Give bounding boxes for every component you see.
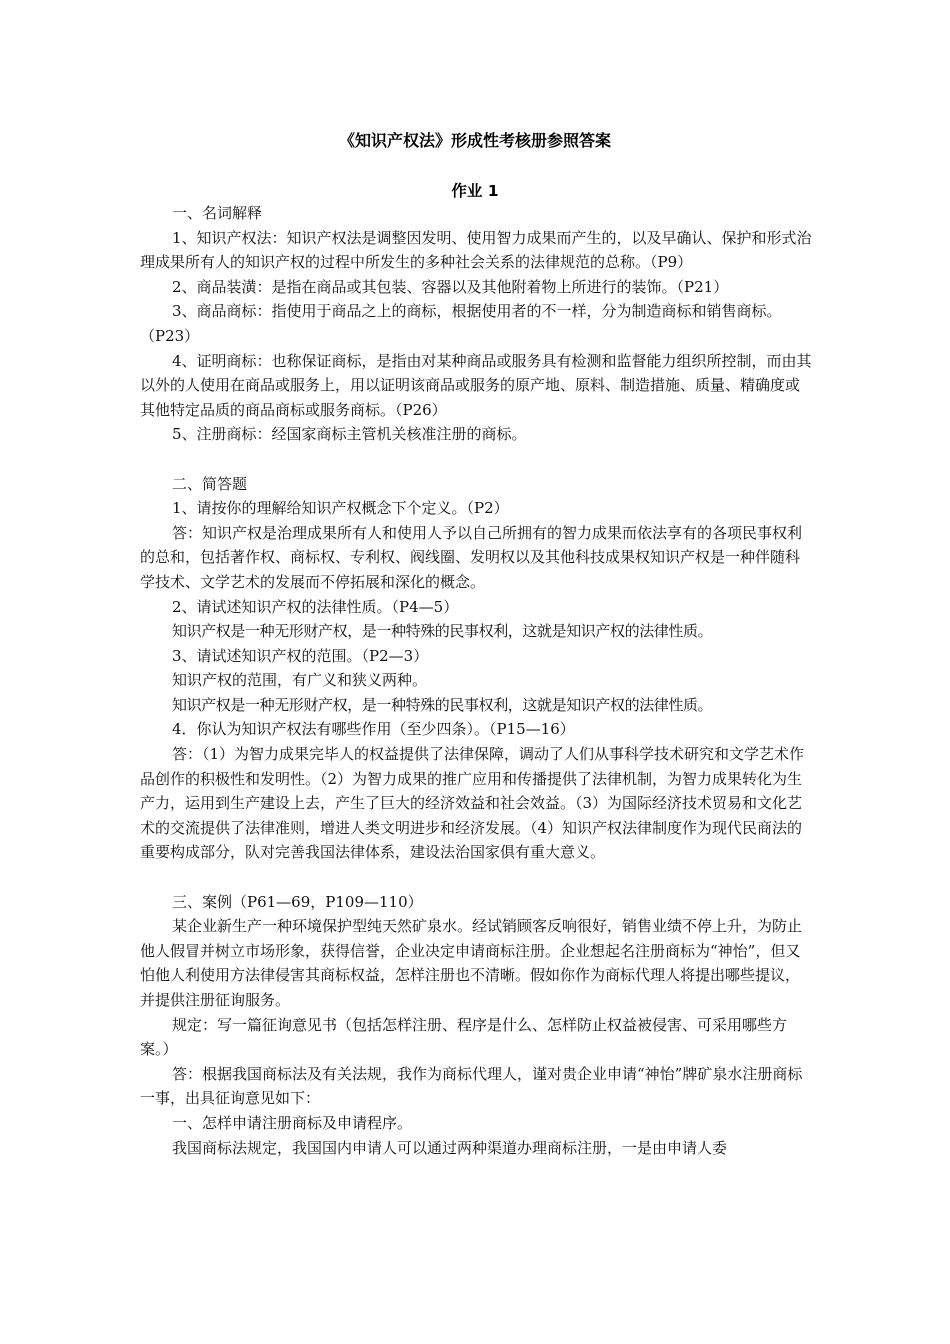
case-description: 某企业新生产一种环境保护型纯天然矿泉水。经试销顾客反响很好，销售业绩不停上升，为防止他人假冒并树立市场形象，获得信誉，企业决定申请商标注册。企业想起名注册商标为“神怡”，但又怕他人利使用方法律侵害其商标权益，怎样注册也不清晰。假如你作为商标代理人将提出哪些提议，并提供注册征询服务。 — [140, 917, 803, 1009]
section-heading: 二、简答题 — [172, 474, 248, 493]
term-definition: 4、证明商标：也称保证商标，是指由对某种商品或服务具有检测和监督能力组织所控制，而由其以外的人使用在商品或服务上，用以证明该商品或服务的原产地、原料、制造措施、质量、精确度或其他特定品质的商品商标或服务商标。（P26） — [140, 351, 812, 419]
blank-line — [140, 865, 812, 890]
answer: 答：知识产权是治理成果所有人和使用人予以自己所拥有的智力成果而依法享有的各项民事权利的总和，包括著作权、商标权、专利权、阀线圈、发明权以及其他科技成果权知识产权是一种伴随科学技术、文学艺术的发展而不停拓展和深化的概念。 — [140, 523, 803, 591]
subheading: 一、怎样申请注册商标及申请程序。 — [172, 1113, 413, 1132]
answer: 知识产权是一种无形财产权，是一种特殊的民事权利，这就是知识产权的法律性质。 — [172, 622, 713, 641]
answer: 知识产权是一种无形财产权，是一种特殊的民事权利，这就是知识产权的法律性质。 — [172, 695, 713, 714]
term-definition: 5、注册商标：经国家商标主管机关核准注册的商标。 — [172, 425, 527, 444]
blank-line — [140, 447, 812, 472]
document-body — [140, 201, 812, 1160]
section-heading: 三、案例（P61—69，P109—110） — [172, 892, 423, 911]
answer: 答：根据我国商标法及有关法规，我作为商标代理人，谨对贵企业申请“神怡”牌矿泉水注册商标一事，出具征询意见如下： — [140, 1064, 803, 1108]
document-title: 《知识产权法》形成性考核册参照答案 — [338, 131, 611, 150]
term-definition: 3、商品商标：指使用于商品之上的商标，根据使用者的不一样，分为制造商标和销售商标。（P23） — [140, 302, 782, 345]
answer: 知识产权的范围，有广义和狭义两种。 — [172, 671, 428, 690]
term-definition: 2、商品装潢：是指在商品或其包装、容器以及其他附着物上所进行的装饰。（P21） — [172, 277, 729, 296]
case-requirement: 规定：写一篇征询意见书（包括怎样注册、程序是什么、怎样防止权益被侵害、可采用哪些方案。） — [140, 1015, 788, 1059]
question: 4．你认为知识产权法有哪些作用（至少四条）。（P15—16） — [172, 720, 575, 739]
term-definition: 1、知识产权法：知识产权法是调整因发明、使用智力成果而产生的，以及早确认、保护和形式治理成果所有人的知识产权的过程中所发生的多种社会关系的法律规范的总称。（P9） — [140, 228, 812, 272]
section-heading: 一、名词解释 — [172, 204, 263, 222]
question: 2、请试述知识产权的法律性质。（P4—5） — [172, 597, 459, 616]
assignment-heading: 作业 1 — [451, 182, 499, 200]
question: 3、请试述知识产权的范围。（P2—3） — [172, 646, 429, 665]
question: 1、请按你的理解给知识产权概念下个定义。（P2） — [172, 499, 509, 518]
answer: 答：（1）为智力成果完毕人的权益提供了法律保障，调动了人们从事科学技术研究和文学艺术作品创作的积极性和发明性。（2）为智力成果的推广应用和传播提供了法律机制，为智力成果转化为生产力，运用到生产建设上去，产生了巨大的经济效益和社会效益。（3）为国际经济技术贸易和文化艺术的交流提供了法律准则，增进人类文明进步和经济发展。（4）知识产权法律制度作为现代民商法的重要构成部分，队对完善我国法律体系，建设法治国家俱有重大意义。 — [140, 745, 805, 862]
paragraph: 我国商标法规定，我国国内申请人可以通过两种渠道办理商标注册，一是由申请人委 — [172, 1138, 728, 1157]
